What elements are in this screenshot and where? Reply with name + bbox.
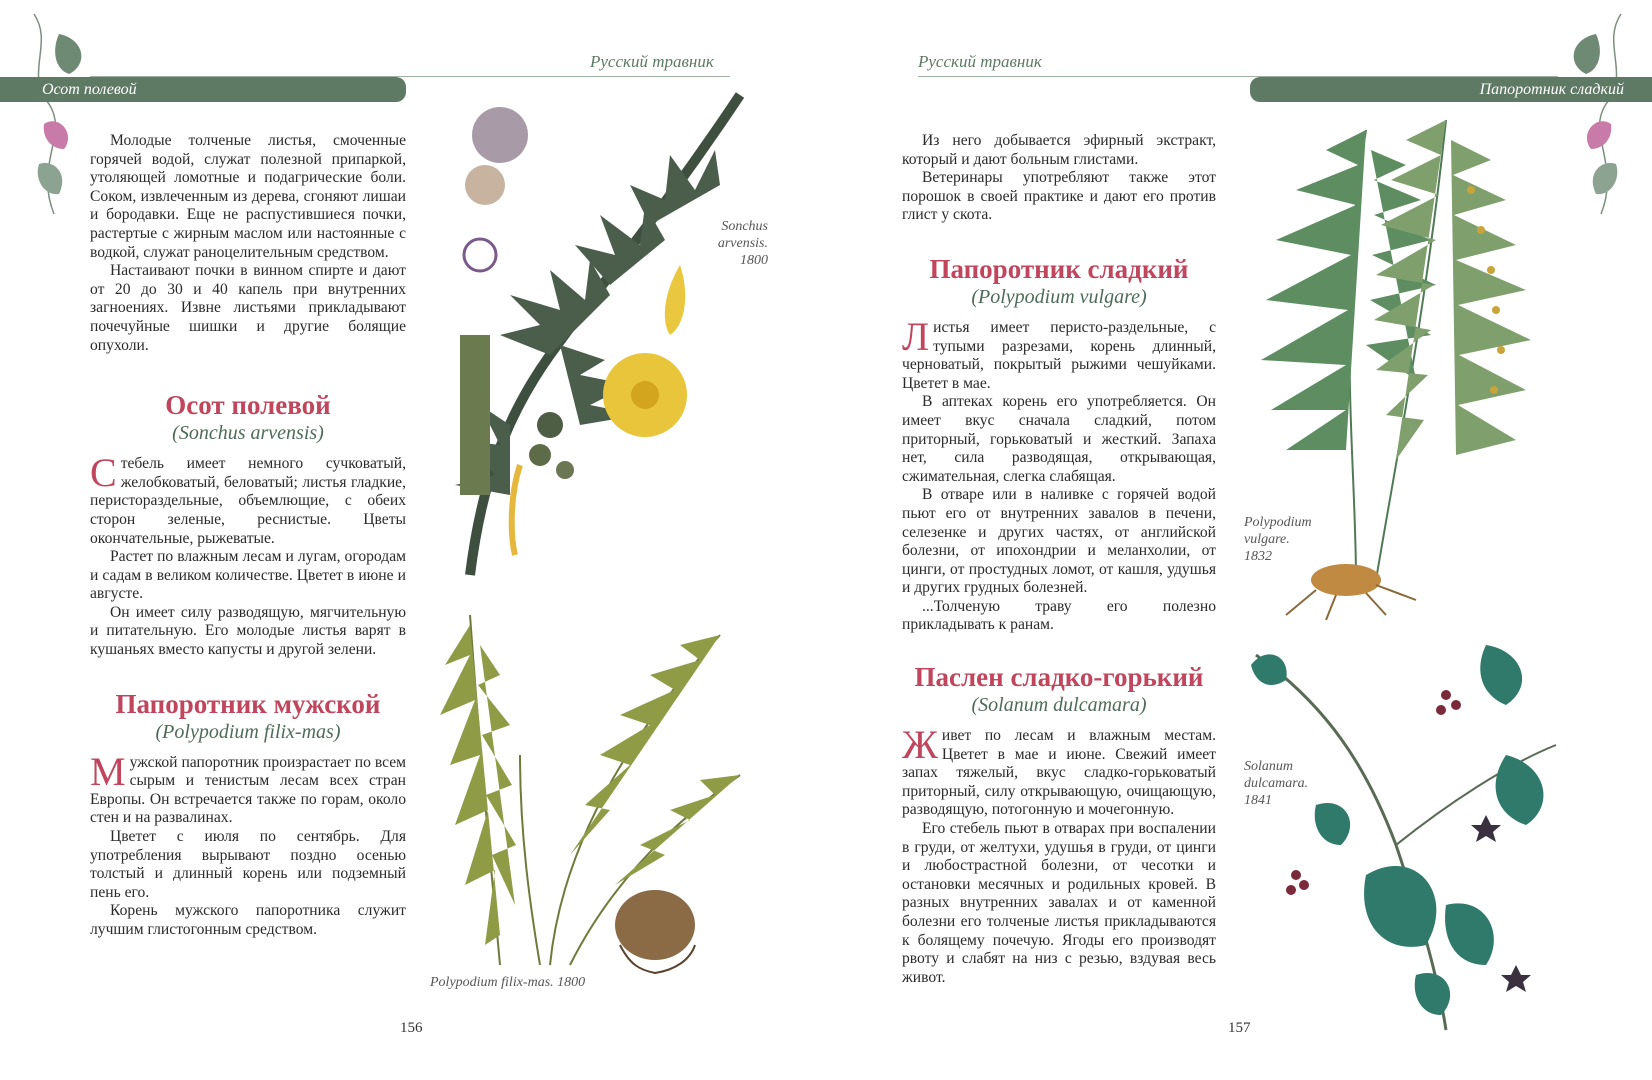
running-head: Русский травник <box>590 52 714 71</box>
running-head: Русский травник <box>918 52 1042 71</box>
paragraph: Живет по лесам и влажным местам. Цветет в мае и июне. Свежий имеет запах тяжелый, вкус сладко-горьковатый приторный, силу открывающую, очищающую, разводящую, потогонную и мочегонную. <box>902 722 1216 819</box>
corner-floral-ornament <box>14 14 94 234</box>
drop-cap: Ж <box>902 722 938 768</box>
male-fern-illustration <box>440 605 760 975</box>
paragraph: Цветет с июля по сентябрь. Для употребления вырывают поздно осенью толстый и длинный корень или подземный пень его. <box>90 828 406 901</box>
paragraph: В аптеках корень его употребляется. Он имеет вкус сначала сладкий, потом приторный, горьковатый и жесткий. Запаха нет, сила разводящая, открывающая, сжимательная, слегка слабящая. <box>902 393 1216 485</box>
page-number: 156 <box>400 1020 423 1036</box>
section-title: Папоротник сладкий <box>929 253 1189 284</box>
paragraph: В отваре или в наливке с горячей водой пьют его от внутренних завалов в печени, селезенке и других частях, от английской болезни, от ипохондрии и меланхолии, от цинги, от простудных ломот, от кашля, удушья и других грудных болезней. <box>902 486 1216 597</box>
image-caption: Solanum dulcamara. 1841 <box>1244 759 1309 808</box>
section-heading <box>90 688 406 744</box>
image-caption: Sonchus arvensis. 1800 <box>717 219 768 268</box>
drop-cap: Л <box>902 313 930 359</box>
corner-floral-ornament <box>1561 14 1641 234</box>
latin-name: (Polypodium vulgare) <box>971 285 1147 308</box>
paragraph: Стебель имеет немного сучковатый, желобковатый, беловатый; листья гладкие, перистораздельные, объемлющие, с обеих сторон зеленые, реснистые. Цветы окончательные, рыжеватые. <box>90 450 406 547</box>
section-tab: Папоротник сладкий <box>1250 77 1652 102</box>
latin-name: (Polypodium filix-mas) <box>155 720 341 743</box>
left-text-column <box>90 132 406 940</box>
drop-cap: С <box>90 450 117 496</box>
section-title: Паслен сладко-горький <box>914 662 1204 693</box>
section-heading <box>902 253 1216 309</box>
paragraph: Мужской папоротник произрастает по всем сырым и тенистым лесам всех стран Европы. Он встречается также по горам, около стен и на развалинах. <box>90 748 406 827</box>
paragraph: Листья имеет перисто-раздельные, с тупыми разрезами, корень длинный, черноватый, покрытый рыжими чешуйками. Цветет в мае. <box>902 313 1216 392</box>
paragraph: Молодые толченые листья, смоченные горячей водой, служат полезной припаркой, утоляющей ломотные и подагрические боли. Соком, извлеченным из дерева, сгоняют лишаи и бородавки. Еще не распустившиеся почки, растертые с жирным маслом или настоянные с водкой, служат раноцелительным средством. <box>90 132 406 261</box>
paragraph: Корень мужского папоротника служит лучшим глистогонным средством. <box>90 902 406 938</box>
image-caption: Polypodium filix-mas. 1800 <box>430 975 586 990</box>
paragraph: ...Толченую траву его полезно прикладывать к ранам. <box>902 597 1216 634</box>
nightshade-illustration <box>1246 645 1576 1035</box>
paragraph: Из него добывается эфирный экстракт, который и дают больным глистами. <box>902 132 1216 168</box>
sonchus-illustration <box>440 95 750 585</box>
section-title: Осот полевой <box>165 390 331 421</box>
section-tab: Осот полевой <box>0 77 406 102</box>
latin-name: (Solanum dulcamara) <box>971 694 1147 717</box>
image-caption: Polypodium vulgare. 1832 <box>1244 515 1312 564</box>
section-heading <box>90 389 406 445</box>
latin-name: (Sonchus arvensis) <box>172 422 324 445</box>
section-heading <box>902 661 1216 717</box>
paragraph: Он имеет силу разводящую, мягчительную и питательную. Его молодые листья варят в кушаньях вместо капусты и другой зелени. <box>90 603 406 659</box>
section-title: Папоротник мужской <box>115 688 381 719</box>
paragraph: Настаивают почки в винном спирте и дают от 20 до 30 и 40 капель при внутренних загноениях. Извне листьями прикладывают почечуйные шишки и другие болящие опухоли. <box>90 262 406 354</box>
right-text-column <box>902 132 1216 987</box>
paragraph: Его стебель пьют в отварах при воспалении в груди, от желтухи, удушья в груди, от цинги и любострастной болезни, от чесотки и остановки месячных и родильных кровей. В разных внутренних завалах и от каменной болезни его толченые листья прикладываются к болящему почечую. Ягоды его производят рвоту и слабят на низ с резью, вздувая весь живот. <box>902 820 1216 986</box>
right-page <box>826 0 1652 1080</box>
drop-cap: М <box>90 748 126 794</box>
paragraph: Ветеринары употребляют также этот порошок в своей практике и дают его против глист у скота. <box>902 169 1216 224</box>
paragraph: Растет по влажным лесам и лугам, огородам и садам в великом количестве. Цветет в июне и августе. <box>90 548 406 603</box>
page-number: 157 <box>1228 1020 1251 1036</box>
